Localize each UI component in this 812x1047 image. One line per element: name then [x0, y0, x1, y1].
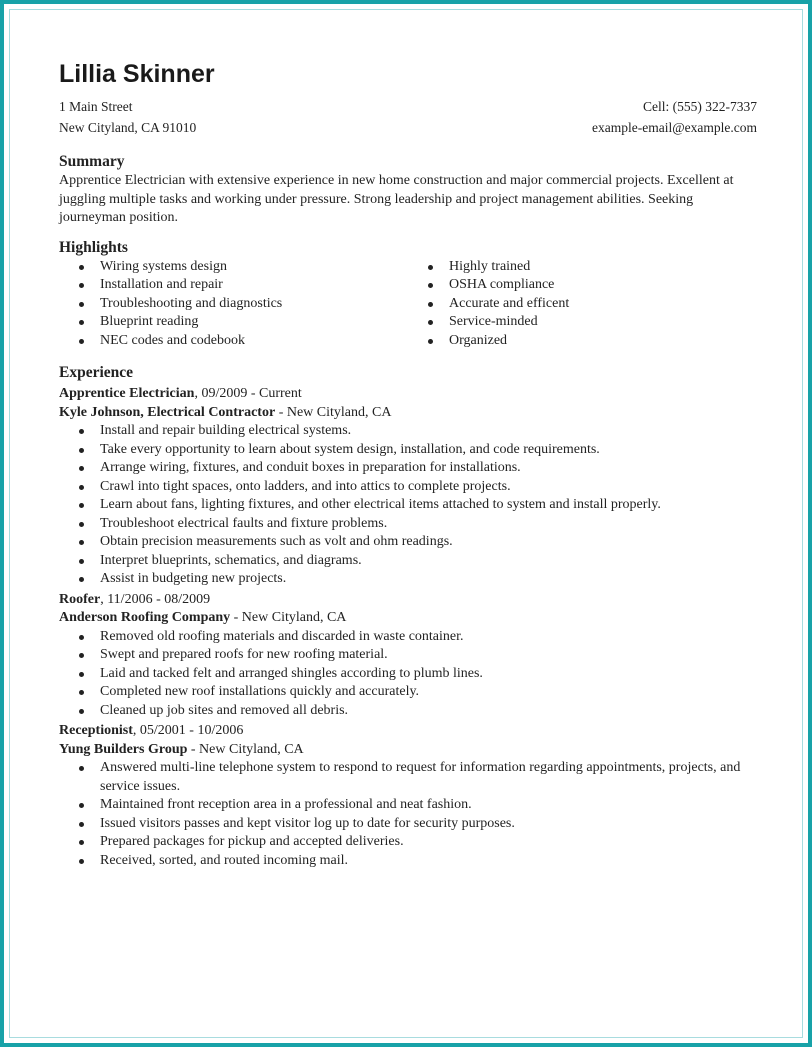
job-location: - New Cityland, CA	[187, 741, 304, 757]
duty-item	[59, 759, 757, 796]
bullet-icon	[79, 859, 84, 864]
duty-item	[59, 570, 757, 589]
highlight-text: Accurate and efficent	[449, 295, 570, 311]
job-entry	[59, 722, 757, 870]
duty-text: Crawl into tight spaces, onto ladders, and into attics to complete projects.	[100, 478, 511, 494]
duty-text: Cleaned up job sites and removed all debris.	[100, 702, 349, 718]
bullet-icon	[428, 320, 433, 325]
duty-text: Maintained front reception area in a professional and neat fashion.	[100, 797, 472, 812]
job-dates: , 11/2006 - 08/2009	[100, 591, 211, 607]
bullet-icon	[79, 577, 84, 582]
duty-text: Laid and tacked felt and arranged shingles according to plumb lines.	[100, 665, 483, 681]
highlight-text: OSHA compliance	[449, 277, 555, 292]
candidate-name: Lillia Skinner	[59, 60, 215, 88]
duty-item	[59, 833, 757, 852]
bullet-icon	[79, 485, 84, 490]
job-company: Yung Builders Group	[59, 741, 188, 757]
bullet-icon	[79, 653, 84, 658]
contact-address	[59, 97, 196, 138]
highlight-text: Service-minded	[449, 314, 538, 329]
job-duties	[59, 422, 757, 589]
duty-item	[59, 552, 757, 571]
bullet-icon	[79, 320, 84, 325]
job-duties	[59, 628, 757, 721]
duty-item	[59, 459, 757, 478]
duty-item	[59, 441, 757, 460]
job-title: Apprentice Electrician	[59, 386, 195, 401]
highlight-item	[408, 332, 757, 351]
bullet-icon	[428, 265, 433, 270]
highlights-left-column	[59, 258, 408, 351]
highlight-item	[59, 313, 408, 332]
duty-text: Removed old roofing materials and discarded in waste container.	[100, 628, 464, 644]
highlight-text: Installation and repair	[100, 277, 223, 292]
experience-heading: Experience	[59, 364, 134, 381]
highlight-item	[59, 332, 408, 351]
duty-text: Interpret blueprints, schematics, and diagrams.	[100, 552, 362, 568]
highlight-text: Wiring systems design	[100, 258, 227, 274]
bullet-icon	[79, 283, 84, 288]
contact-city: New Cityland, CA 91010	[59, 119, 197, 135]
duty-text: Prepared packages for pickup and accepted deliveries.	[100, 834, 404, 849]
highlight-item	[408, 313, 757, 332]
duty-item	[59, 683, 757, 702]
duty-text: Assist in budgeting new projects.	[100, 571, 287, 586]
duty-item	[59, 533, 757, 552]
bullet-icon	[79, 448, 84, 453]
bullet-icon	[79, 339, 84, 344]
bullet-icon	[79, 429, 84, 434]
highlight-item	[59, 276, 408, 295]
job-title-line	[59, 722, 757, 741]
highlight-item	[408, 258, 757, 277]
contact-right	[592, 97, 757, 138]
job-dates: , 09/2009 - Current	[194, 386, 302, 401]
job-title: Receptionist	[59, 723, 133, 738]
job-company: Kyle Johnson, Electrical Contractor	[59, 404, 276, 420]
duty-item	[59, 665, 757, 684]
bullet-icon	[79, 522, 84, 527]
bullet-icon	[79, 709, 84, 714]
job-location: - New Cityland, CA	[275, 404, 392, 420]
bullet-icon	[79, 635, 84, 640]
duty-item	[59, 852, 757, 871]
highlight-text: NEC codes and codebook	[100, 332, 246, 348]
job-duties	[59, 759, 757, 870]
duty-item	[59, 422, 757, 441]
bullet-icon	[79, 672, 84, 677]
duty-text: Learn about fans, lighting fixtures, and other electrical items attached to system and install properly.	[100, 497, 661, 512]
highlight-text: Highly trained	[449, 258, 531, 274]
duty-text: Swept and prepared roofs for new roofing material.	[100, 647, 388, 662]
duty-item	[59, 628, 757, 647]
highlights-heading: Highlights	[59, 238, 128, 256]
bullet-icon	[79, 540, 84, 545]
bullet-icon	[79, 466, 84, 471]
duty-text: Obtain precision measurements such as volt and ohm readings.	[100, 534, 453, 549]
duty-text: Completed new roof installations quickly and accurately.	[100, 684, 420, 699]
bullet-icon	[79, 803, 84, 808]
highlight-item	[59, 258, 408, 277]
bullet-icon	[428, 283, 433, 288]
job-entry	[59, 591, 757, 721]
bullet-icon	[79, 822, 84, 827]
bullet-icon	[79, 766, 84, 771]
highlight-item	[59, 295, 408, 314]
bullet-icon	[428, 302, 433, 307]
resume-document	[59, 58, 757, 870]
highlight-item	[408, 295, 757, 314]
bullet-icon	[79, 302, 84, 307]
duty-text: Take every opportunity to learn about system design, installation, and code requirements.	[100, 441, 600, 457]
bullet-icon	[79, 690, 84, 695]
contact-phone: Cell: (555) 322-7337	[643, 99, 757, 114]
duty-text: Received, sorted, and routed incoming mail.	[100, 852, 349, 868]
job-title-line	[59, 385, 757, 404]
summary-heading: Summary	[59, 153, 125, 170]
duty-item	[59, 702, 757, 721]
duty-text: Install and repair building electrical systems.	[100, 423, 352, 438]
highlight-text: Organized	[449, 332, 508, 348]
duty-item	[59, 478, 757, 497]
job-company-line	[59, 609, 757, 628]
bullet-icon	[79, 840, 84, 845]
duty-text: Arrange wiring, fixtures, and conduit boxes in preparation for installations.	[100, 460, 521, 475]
job-entry	[59, 385, 757, 589]
highlight-text: Troubleshooting and diagnostics	[100, 295, 283, 311]
job-title: Roofer	[59, 591, 101, 607]
highlight-text: Blueprint reading	[100, 314, 199, 329]
highlight-item	[408, 276, 757, 295]
job-dates: , 05/2001 - 10/2006	[132, 723, 244, 738]
duty-text: Answered multi-line telephone system to respond to request for information regarding appointments, projects, and service issues.	[100, 760, 741, 794]
bullet-icon	[79, 265, 84, 270]
highlights-right-column	[408, 258, 757, 351]
job-location: - New Cityland, CA	[230, 610, 347, 625]
duty-text: Troubleshoot electrical faults and fixture problems.	[100, 515, 388, 531]
duty-item	[59, 796, 757, 815]
bullet-icon	[79, 559, 84, 564]
highlights-list	[59, 258, 757, 351]
job-company-line	[59, 404, 757, 423]
job-company: Anderson Roofing Company	[59, 610, 231, 625]
job-title-line	[59, 591, 757, 610]
job-company-line	[59, 741, 757, 760]
summary-text: Apprentice Electrician with extensive experience in new home construction and major commercial projects. Excellent at juggling multiple tasks and working under pressure. Strong leadership and project management abilities. Seeking journeyman position.	[59, 173, 734, 225]
bullet-icon	[428, 339, 433, 344]
contact-street: 1 Main Street	[59, 99, 133, 114]
contact-block	[59, 97, 757, 138]
bullet-icon	[79, 503, 84, 508]
duty-item	[59, 515, 757, 534]
contact-email: example-email@example.com	[592, 119, 757, 135]
duty-item	[59, 496, 757, 515]
duty-text: Issued visitors passes and kept visitor log up to date for security purposes.	[100, 815, 515, 831]
duty-item	[59, 815, 757, 834]
duty-item	[59, 646, 757, 665]
